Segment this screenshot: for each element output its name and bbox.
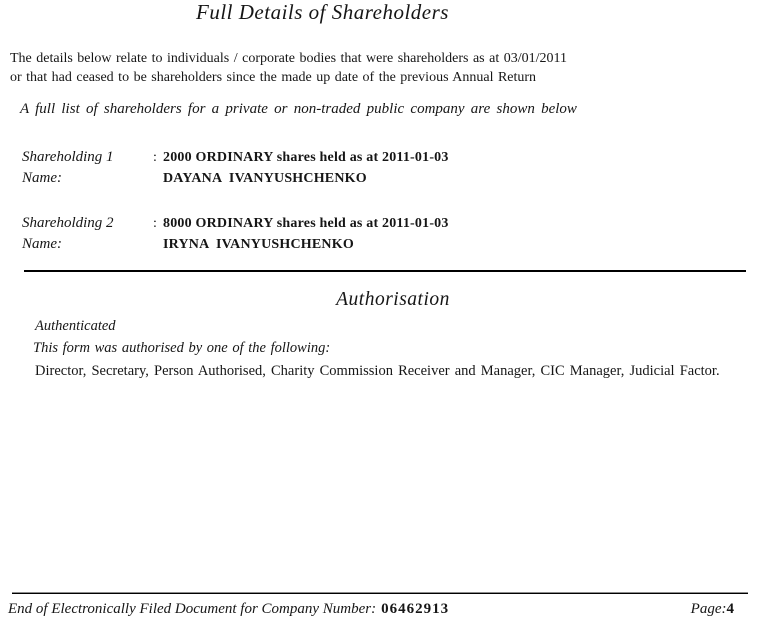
intro-paragraph [10,50,710,87]
shareholding-block [22,147,738,189]
name-label: Name: [22,170,62,186]
footer-end-label: End of Electronically Filed Document for Company Number: [8,601,377,617]
shareholding-detail: 2000 ORDINARY shares held as at 2011-01-03 [163,150,449,165]
shareholding-label: Shareholding 2 [22,215,114,231]
shareholding-detail-row [22,213,738,234]
colon-separator-empty [153,234,163,255]
authorisation-heading: Authorisation [336,289,450,310]
footer-page-indicator [691,601,734,618]
shareholder-name-row [22,168,738,189]
authenticated-label: Authenticated [35,318,116,334]
footer-end-of-document [8,601,449,618]
colon-separator: : [153,216,157,231]
page-title: Full Details of Shareholders [196,0,449,24]
shareholder-name: IRYNA IVANYUSHCHENKO [163,237,354,252]
authorised-by-text: This form was authorised by one of the following: [33,340,331,356]
shareholder-name-row [22,234,738,255]
page-number: 4 [726,601,734,617]
shareholdings-section [22,147,738,279]
intro-line-2: or that had ceased to be shareholders since the made up date of the previous Annual Return [10,69,537,85]
full-list-note: A full list of shareholders for a private or non-traded public company are shown below [20,101,577,117]
name-label: Name: [22,236,62,252]
shareholder-name: DAYANA IVANYUSHCHENKO [163,171,367,186]
company-number: 06462913 [381,601,450,617]
section-divider-rule [24,270,746,272]
shareholding-label: Shareholding 1 [22,149,114,165]
colon-separator-empty [153,168,163,189]
shareholding-block [22,213,738,255]
page-label: Page: [690,601,727,617]
authoriser-roles-text: Director, Secretary, Person Authorised, Charity Commission Receiver and Manager, CIC Manager, Judicial Factor. [35,363,720,379]
footer-rule [12,592,748,594]
shareholding-detail: 8000 ORDINARY shares held as at 2011-01-03 [163,216,449,231]
shareholding-detail-row [22,147,738,168]
colon-separator: : [153,150,157,165]
intro-line-1: The details below relate to individuals / corporate bodies that were shareholders as at 03/01/2011 [10,51,567,66]
